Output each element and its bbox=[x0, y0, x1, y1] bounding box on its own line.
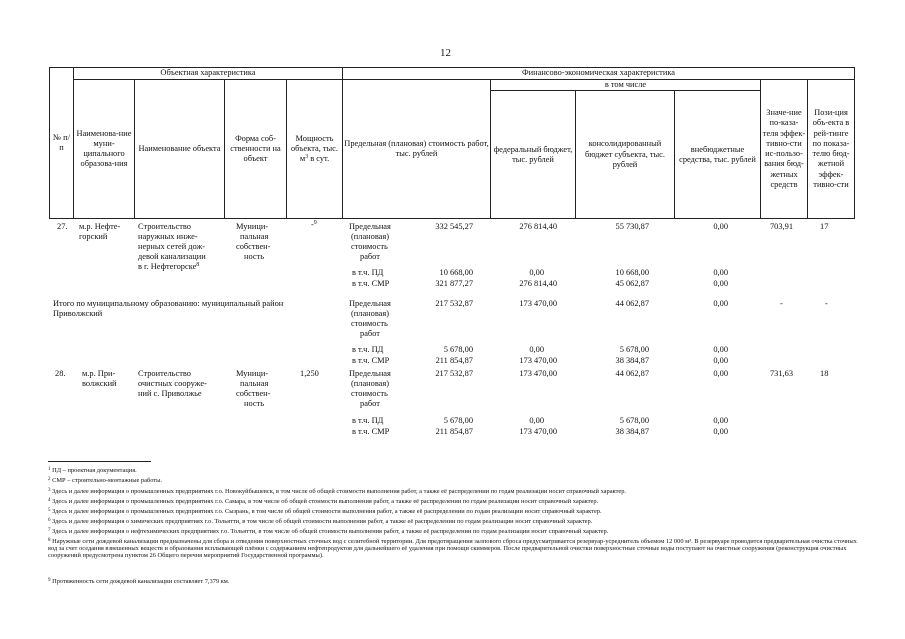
footnote-separator bbox=[48, 461, 151, 462]
municipality-line: м.р. Нефте- bbox=[79, 222, 121, 231]
pd-federal: 0,00 bbox=[529, 268, 544, 277]
total-cost: 332 545,27 bbox=[435, 222, 473, 231]
pd-federal: 0,00 bbox=[529, 416, 544, 425]
col-federal-header: федеральный бюджет, тыс. рублей bbox=[491, 91, 576, 219]
pd-total: 10 668,00 bbox=[439, 268, 473, 277]
smr-federal: 173 470,00 bbox=[519, 427, 557, 436]
rank-value: - bbox=[825, 299, 828, 308]
object-line: Строительство bbox=[138, 369, 191, 378]
object-line: в г. Нефтегорске$^8$ bbox=[138, 262, 200, 271]
pd-regional: 5 678,00 bbox=[619, 416, 649, 425]
smr-total: 211 854,87 bbox=[435, 427, 473, 436]
smr-extra: 0,00 bbox=[713, 279, 728, 288]
col-regional-header: консолидированный бюджет субъекта, тыс. рублей bbox=[576, 91, 675, 219]
col-extra-header: внебюджетные средства, тыс. рублей bbox=[675, 91, 761, 219]
footnote-3: $^3$ Здесь и далее информация о промышленных предприятиях г.о. Новокуйбышевск, в том числе об общей стоимости выполнения работ, а также её распределении по годам реализации носит справочный характер. bbox=[48, 488, 626, 495]
smr-extra: 0,00 bbox=[713, 427, 728, 436]
capacity-value: 1,250 bbox=[300, 369, 319, 378]
object-line: Строительство bbox=[138, 222, 191, 231]
finance-characteristic-header: Финансово-экономическая характеристика bbox=[343, 68, 855, 80]
footnote-7: $^7$ Здесь и далее информация о нефтехимических предприятиях г.о. Тольятти, в том числе об общей стоимости выполнения работ, а также её распределении по годам реализации носит справочный характер. bbox=[48, 528, 609, 535]
smr-total: 321 877,27 bbox=[435, 279, 473, 288]
row-num: 28. bbox=[55, 369, 66, 378]
smr-total: 211 854,87 bbox=[435, 356, 473, 365]
efficiency-value: - bbox=[780, 299, 783, 308]
cost-label: Предельная bbox=[349, 299, 391, 308]
col-limit-cost-header: Предельная (плановая) стоимость работ, тыс. рублей bbox=[343, 80, 491, 219]
col-municipality-header: Наименова-ние муни-ципального образова-ния bbox=[74, 80, 135, 219]
cost-label: Предельная bbox=[349, 369, 391, 378]
cost-label: стоимость bbox=[351, 319, 388, 328]
pd-regional: 10 668,00 bbox=[615, 268, 649, 277]
smr-federal: 173 470,00 bbox=[519, 356, 557, 365]
ownership-line: ность bbox=[244, 252, 265, 261]
federal-cost: 173 470,00 bbox=[519, 299, 557, 308]
subtotal-label: Приволжский bbox=[53, 309, 103, 318]
pd-label: в т.ч. ПД bbox=[352, 268, 384, 277]
cost-label: работ bbox=[360, 252, 380, 261]
col-rank-header: Пози-ция объ-екта в рей-тинге по показа-телю бюд-жетной эффек-тивно-сти bbox=[808, 80, 855, 219]
object-line: очистных сооруже- bbox=[138, 379, 207, 388]
subtotal-label: Итого по муниципальному образованию: муниципальный район bbox=[53, 299, 284, 308]
footnote-6: $^6$ Здесь и далее информация о химических предприятиях г.о. Тольятти, в том числе об общей стоимости выполнения работ, а также её распределении по годам реализации носит справочный характер. bbox=[48, 518, 593, 525]
cost-label: работ bbox=[360, 399, 380, 408]
object-characteristic-header: Объектная характеристика bbox=[74, 68, 343, 80]
smr-label: в т.ч. СМР bbox=[352, 427, 390, 436]
pd-extra: 0,00 bbox=[713, 268, 728, 277]
ownership-line: собствен- bbox=[236, 389, 271, 398]
cost-label: (плановая) bbox=[351, 379, 390, 388]
ownership-line: пальная bbox=[240, 232, 269, 241]
object-line: наружных инже- bbox=[138, 232, 198, 241]
object-line: девой канализации bbox=[138, 252, 206, 261]
federal-cost: 173 470,00 bbox=[519, 369, 557, 378]
regional-cost: 55 730,87 bbox=[615, 222, 649, 231]
object-line: нерных сетей дож- bbox=[138, 242, 206, 251]
total-cost: 217 532,87 bbox=[435, 369, 473, 378]
cost-label: стоимость bbox=[351, 242, 388, 251]
cost-label: стоимость bbox=[351, 389, 388, 398]
smr-regional: 38 384,87 bbox=[615, 427, 649, 436]
smr-regional: 38 384,87 bbox=[615, 356, 649, 365]
pd-extra: 0,00 bbox=[713, 416, 728, 425]
capacity-value: -$^9$ bbox=[311, 220, 317, 229]
extra-cost: 0,00 bbox=[713, 299, 728, 308]
cost-label: (плановая) bbox=[351, 232, 390, 241]
ownership-line: Муници- bbox=[236, 222, 269, 231]
rank-value: 18 bbox=[820, 369, 829, 378]
footnote-2: $^2$ СМР – строительно-монтажные работы. bbox=[48, 477, 163, 484]
ownership-line: Муници- bbox=[236, 369, 269, 378]
efficiency-value: 731,63 bbox=[769, 369, 793, 378]
footnote-8: $^8$ Наружные сети дождевой канализации предназначены для сбора и отведения поверхностных сточных вод с селитебной территории. Для предотвращения залпового сброса предусматривается резервуар-усреднитель объемом 12 000 м³. В резервуаре проводится предварительная очистка сточных вод за счет оседания взвешенных веществ и образования всплывающей плёнки с содержанием нефтепродуктов для дальнейшего её удаления при помощи скиммеров. После предварительной очистки поверхностные сточные воды поступают на очистные сооружения (реконструкция очистных сооружений предусмотрена пунктом 26 Общего перечня мероприятий Государственной программы). bbox=[48, 538, 857, 560]
pd-regional: 5 678,00 bbox=[619, 345, 649, 354]
pd-federal: 0,00 bbox=[529, 345, 544, 354]
col-object-header: Наименование объекта bbox=[135, 80, 225, 219]
extra-cost: 0,00 bbox=[713, 222, 728, 231]
col-efficiency-header: Значе-ние по-каза-теля эффек-тивно-сти ис-пользо-вания бюд-жетных средств bbox=[761, 80, 808, 219]
pd-label: в т.ч. ПД bbox=[352, 416, 384, 425]
cost-label: работ bbox=[360, 329, 380, 338]
footnote-1: $^1$ ПД – проектная документация. bbox=[48, 467, 137, 474]
extra-cost: 0,00 bbox=[713, 369, 728, 378]
cost-label: (плановая) bbox=[351, 309, 390, 318]
total-cost: 217 532,87 bbox=[435, 299, 473, 308]
municipality-line: м.р. При- bbox=[82, 369, 116, 378]
smr-regional: 45 062,87 bbox=[615, 279, 649, 288]
footnote-4: $^4$ Здесь и далее информация о промышленных предприятиях г.о. Самара, в том числе об общей стоимости выполнения работ, а также её распределении по годам реализации носит справочный характер. bbox=[48, 498, 599, 505]
municipality-line: горский bbox=[79, 232, 108, 241]
footnote-5: $^5$ Здесь и далее информация о промышленных предприятиях г.о. Сызрань, в том числе об общей стоимости выполнения работ, а также её распределении по годам реализации носит справочный характер. bbox=[48, 508, 602, 515]
table-header bbox=[49, 67, 855, 219]
object-line: ний с. Приволжье bbox=[138, 389, 202, 398]
smr-label: в т.ч. СМР bbox=[352, 356, 390, 365]
municipality-line: волжский bbox=[82, 379, 117, 388]
smr-extra: 0,00 bbox=[713, 356, 728, 365]
smr-federal: 276 814,40 bbox=[519, 279, 557, 288]
smr-label: в т.ч. СМР bbox=[352, 279, 390, 288]
ownership-line: пальная bbox=[240, 379, 269, 388]
regional-cost: 44 062,87 bbox=[615, 369, 649, 378]
in-total-header: в том числе bbox=[491, 80, 761, 91]
footnote-9: $^9$ Протяженность сети дождевой канализации составляет 7,379 км. bbox=[48, 578, 230, 585]
rank-value: 17 bbox=[820, 222, 829, 231]
pd-total: 5 678,00 bbox=[443, 416, 473, 425]
pd-total: 5 678,00 bbox=[443, 345, 473, 354]
col-ownership-header: Форма соб-ственности на объект bbox=[225, 80, 287, 219]
pd-extra: 0,00 bbox=[713, 345, 728, 354]
col-capacity-header: Мощность объекта, тыс. $м^3$ в сут. bbox=[287, 80, 343, 219]
page-number: 12 bbox=[440, 47, 451, 59]
pd-label: в т.ч. ПД bbox=[352, 345, 384, 354]
efficiency-value: 703,91 bbox=[769, 222, 793, 231]
col-num-header: № п/п bbox=[50, 68, 74, 219]
federal-cost: 276 814,40 bbox=[519, 222, 557, 231]
ownership-line: собствен- bbox=[236, 242, 271, 251]
cost-label: Предельная bbox=[349, 222, 391, 231]
row-num: 27. bbox=[57, 222, 68, 231]
regional-cost: 44 062,87 bbox=[615, 299, 649, 308]
ownership-line: ность bbox=[244, 399, 265, 408]
